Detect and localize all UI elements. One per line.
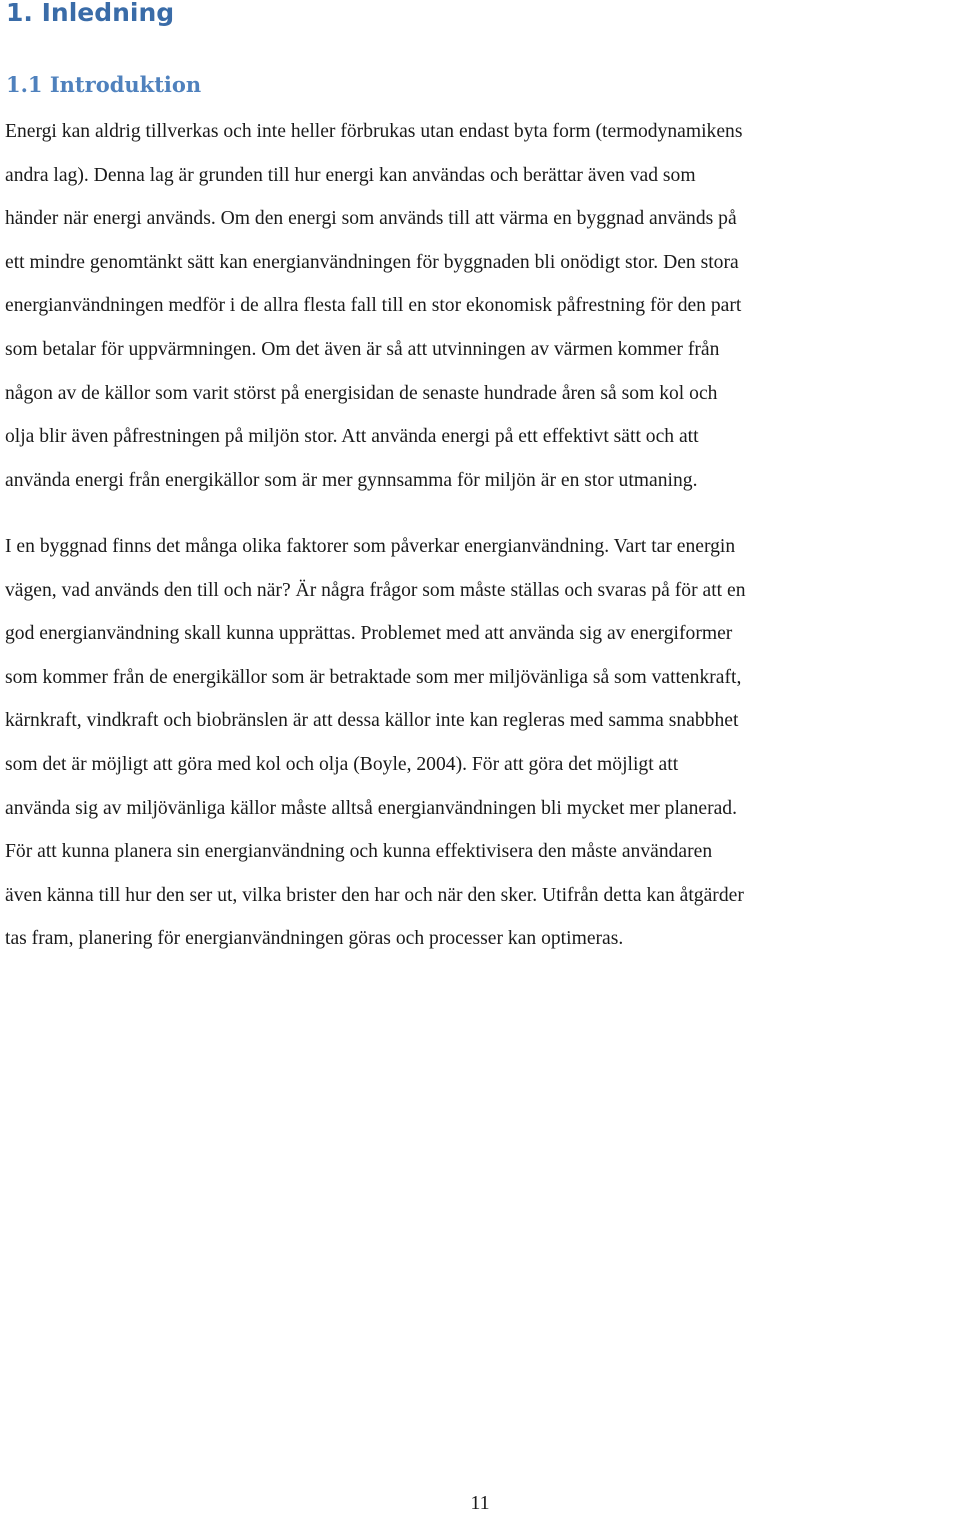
paragraph-line: god energianvändning skall kunna upprättas. Problemet med att använda sig av energiformer — [5, 623, 733, 645]
paragraph-line: även känna till hur den ser ut, vilka brister den har och när den sker. Utifrån detta kan åtgärder — [5, 884, 744, 906]
paragraph-line: händer när energi används. Om den energi som används till att värma en byggnad används på — [5, 208, 737, 230]
paragraph-line: använda sig av miljövänliga källor måste alltså energianvändningen bli mycket mer planerad. — [5, 797, 737, 819]
paragraph-line: använda energi från energikällor som är mer gynnsamma för miljön är en stor utmaning. — [5, 469, 698, 491]
page-number: 11 — [470, 1492, 490, 1514]
paragraph-line: som betalar för uppvärmningen. Om det även är så att utvinningen av värmen kommer från — [5, 338, 720, 360]
paragraph-line: kärnkraft, vindkraft och biobränslen är att dessa källor inte kan regleras med samma snabbhet — [5, 710, 739, 732]
paragraph-line: Energi kan aldrig tillverkas och inte heller förbrukas utan endast byta form (termodynamikens — [5, 121, 743, 142]
paragraph-line: I en byggnad finns det många olika faktorer som påverkar energianvändning. Vart tar energin — [5, 536, 736, 557]
body-paragraph-2 — [5, 525, 959, 961]
chapter-heading: 1. Inledning — [6, 0, 175, 27]
paragraph-line: som kommer från de energikällor som är betraktade som mer miljövänliga så som vattenkraft, — [5, 666, 742, 688]
section-heading: 1.1 Introduktion — [6, 72, 202, 97]
paragraph-line: tas fram, planering för energianvändningen göras och processer kan optimeras. — [5, 928, 624, 950]
paragraph-line: För att kunna planera sin energianvändning och kunna effektivisera den måste användaren — [5, 841, 713, 863]
paragraph-line: vägen, vad används den till och när? Är några frågor som måste ställas och svaras på för att en — [5, 579, 746, 601]
paragraph-line: ett mindre genomtänkt sätt kan energianvändningen för byggnaden bli onödigt stor. Den stora — [5, 251, 739, 273]
paragraph-line: någon av de källor som varit störst på energisidan de senaste hundrade åren så som kol och — [5, 382, 718, 404]
paragraph-line: andra lag). Denna lag är grunden till hur energi kan användas och berättar även vad som — [5, 164, 696, 186]
paragraph-line: energianvändningen medför i de allra flesta fall till en stor ekonomisk påfrestning för den part — [5, 295, 742, 317]
paragraph-line: som det är möjligt att göra med kol och olja (Boyle, 2004). För att göra det möjligt att — [5, 753, 679, 775]
paragraph-line: olja blir även påfrestningen på miljön stor. Att använda energi på ett effektivt sätt och att — [5, 426, 699, 448]
body-paragraph-1 — [5, 110, 959, 502]
